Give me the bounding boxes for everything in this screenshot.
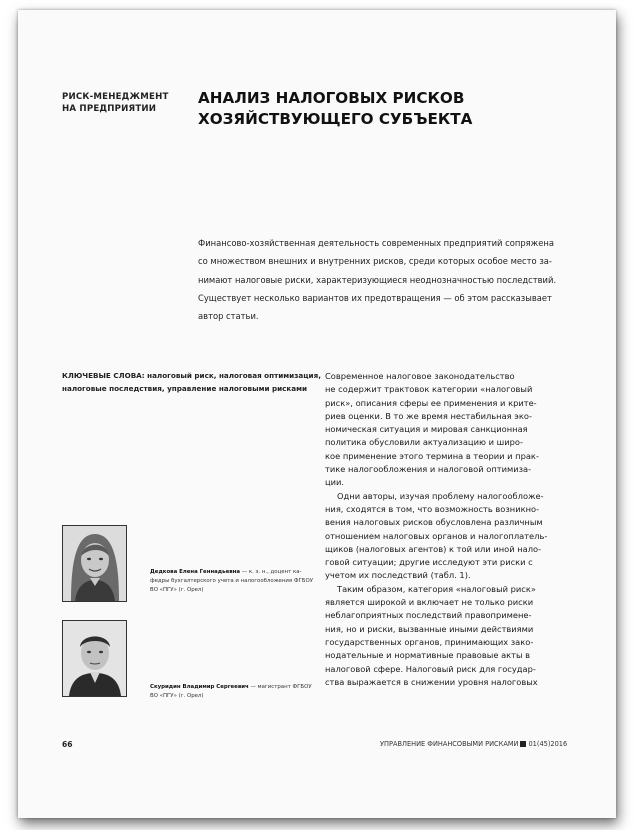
body-line: налоговой сфере. Налоговый риск для государ- xyxy=(325,663,536,674)
body-line: кое применение этого термина в теории и прак- xyxy=(325,450,539,461)
body-line: государственных органов, принимающих зако- xyxy=(325,636,534,647)
author-info: ВО «ПГУ» (г. Орел) xyxy=(150,693,204,699)
body-line: ния, сходятся в том, что возможность возникно- xyxy=(325,503,540,514)
keywords xyxy=(62,370,322,395)
body-line: ции. xyxy=(325,477,345,488)
author-caption-skuridin xyxy=(150,683,320,701)
article-title xyxy=(198,88,472,130)
body-line: Таким образом, категория «налоговый риск» xyxy=(337,583,536,594)
body-line: отношением налоговых органов и налогоплатель- xyxy=(325,530,548,541)
lead-line: автор статьи. xyxy=(198,311,259,322)
article-title-line: ХОЗЯЙСТВУЮЩЕГО СУБЪЕКТА xyxy=(198,110,473,128)
body-line: учетом их последствий (табл. 1). xyxy=(325,570,471,581)
author-caption-dedkova xyxy=(150,568,320,595)
author-photo-skuridin xyxy=(62,620,127,697)
article-title-line: АНАЛИЗ НАЛОГОВЫХ РИСКОВ xyxy=(198,89,465,107)
body-line: номическая ситуация и мировая санкционная xyxy=(325,424,528,435)
journal-issue: 01(45)2016 xyxy=(528,740,568,748)
square-bullet-icon xyxy=(520,741,526,747)
article-body xyxy=(325,370,585,689)
page-number: 66 xyxy=(62,740,73,749)
section-label-line: РИСК-МЕНЕДЖМЕНТ xyxy=(62,92,169,102)
body-line: Современное налоговое законодательство xyxy=(325,371,515,381)
body-line: ния, но и риски, вызванные иными действиями xyxy=(325,623,534,634)
lead-line: нимают налоговые риски, характеризующиеся неоднозначностью последствий. xyxy=(198,274,557,285)
body-line: ства выражается в снижении уровня налоговых xyxy=(325,676,538,687)
section-label-line: НА ПРЕДПРИЯТИИ xyxy=(62,104,157,114)
journal-name: УПРАВЛЕНИЕ ФИНАНСОВЫМИ РИСКАМИ xyxy=(380,740,519,748)
body-line: риев оценки. В то же время нестабильная эко- xyxy=(325,410,532,421)
footer-journal xyxy=(380,740,590,748)
body-line: говой ситуации; другие исследуют эти риски с xyxy=(325,557,533,568)
lead-line: Существует несколько вариантов их предотвращения — об этом рассказывает xyxy=(198,292,552,303)
body-line: вения налоговых рисков обусловлена различным xyxy=(325,517,543,528)
body-line: неблагоприятных последствий правопримене- xyxy=(325,610,532,621)
lead-line: со множеством внешних и внутренних рисков, среди которых особое место за- xyxy=(198,256,552,267)
author-info: — магистрант ФГБОУ xyxy=(250,684,312,690)
body-line: риск», описания сферы ее применения и крите- xyxy=(325,397,537,408)
author-info: федры бухгалтерского учета и налогообложения ФГБОУ xyxy=(150,578,314,584)
section-label xyxy=(62,91,182,115)
lead-line: Финансово-хозяйственная деятельность современных предприятий сопряжена xyxy=(198,238,554,248)
author-info: ВО «ПГУ» (г. Орел) xyxy=(150,587,204,593)
author-photo-dedkova xyxy=(62,525,127,602)
keywords-line: КЛЮЧЕВЫЕ СЛОВА: налоговый риск, налоговая оптимизация, xyxy=(62,371,321,380)
body-line: тике налогообложения и налоговой оптимиза- xyxy=(325,464,532,475)
author-name: Дедкова Елена Геннадьевна xyxy=(150,569,240,575)
body-line: нодательные и нормативные правовые акты в xyxy=(325,650,531,661)
body-line: Одни авторы, изучая проблему налогообложе- xyxy=(337,490,544,501)
body-line: является широкой и включает не только риски xyxy=(325,597,534,608)
author-name: Скуридин Владимир Сергеевич xyxy=(150,684,249,690)
article-lead xyxy=(198,234,578,325)
body-line: политика обусловили актуализацию и широ- xyxy=(325,437,523,448)
keywords-line: налоговые последствия, управление налоговыми рисками xyxy=(62,383,308,393)
body-line: щиков (налоговых агентов) к той или иной нало- xyxy=(325,543,542,554)
body-line: не содержит трактовок категории «налоговый xyxy=(325,384,533,395)
author-info: — к. э. н., доцент ка- xyxy=(241,569,302,575)
